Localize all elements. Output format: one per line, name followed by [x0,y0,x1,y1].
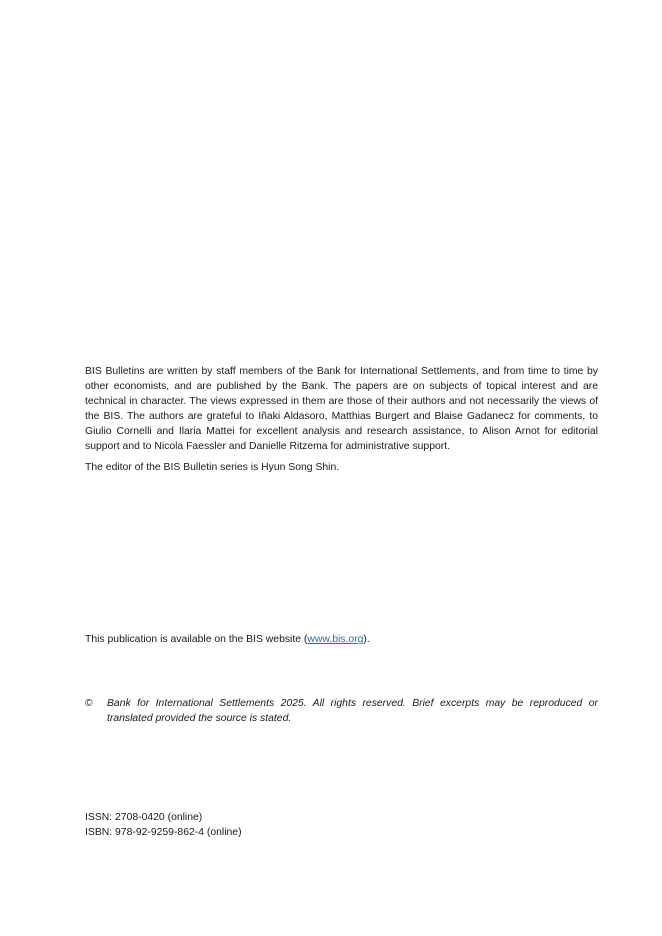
copyright-notice [85,696,598,726]
availability-prefix: This publication is available on the BIS website ( [85,634,308,645]
isbn-line: ISBN: 978-92-9259-862-4 (online) [85,827,242,838]
availability-note [85,632,598,647]
editor-note: The editor of the BIS Bulletin series is Hyun Song Shin. [85,462,340,473]
issn-line: ISSN: 2708-0420 (online) [85,812,203,823]
copyright-symbol: © [85,698,93,709]
intro-paragraph: BIS Bulletins are written by staff members of the Bank for International Settlements, and from time to time by other economists, and are published by the Bank. The papers are on subjects of topical interest and are technical in character. The views expressed in them are those of their authors and not necessarily the views of the BIS. The authors are grateful to Iñaki Aldasoro, Matthias Burgert and Blaise Gadanecz for comments, to Giulio Cornelli and Ilaria Mattei for excellent analysis and research assistance, to Alison Arnot for editorial support and to Nicola Faessler and Danielle Ritzema for administrative support. [85,366,598,452]
copyright-text: Bank for International Settlements 2025. All rights reserved. Brief excerpts may be reproduced or translated provided the source is stated. [107,698,598,724]
bis-website-link[interactable]: www.bis.org [307,634,364,645]
availability-suffix: ). [363,634,370,645]
publication-identifiers [85,810,598,840]
